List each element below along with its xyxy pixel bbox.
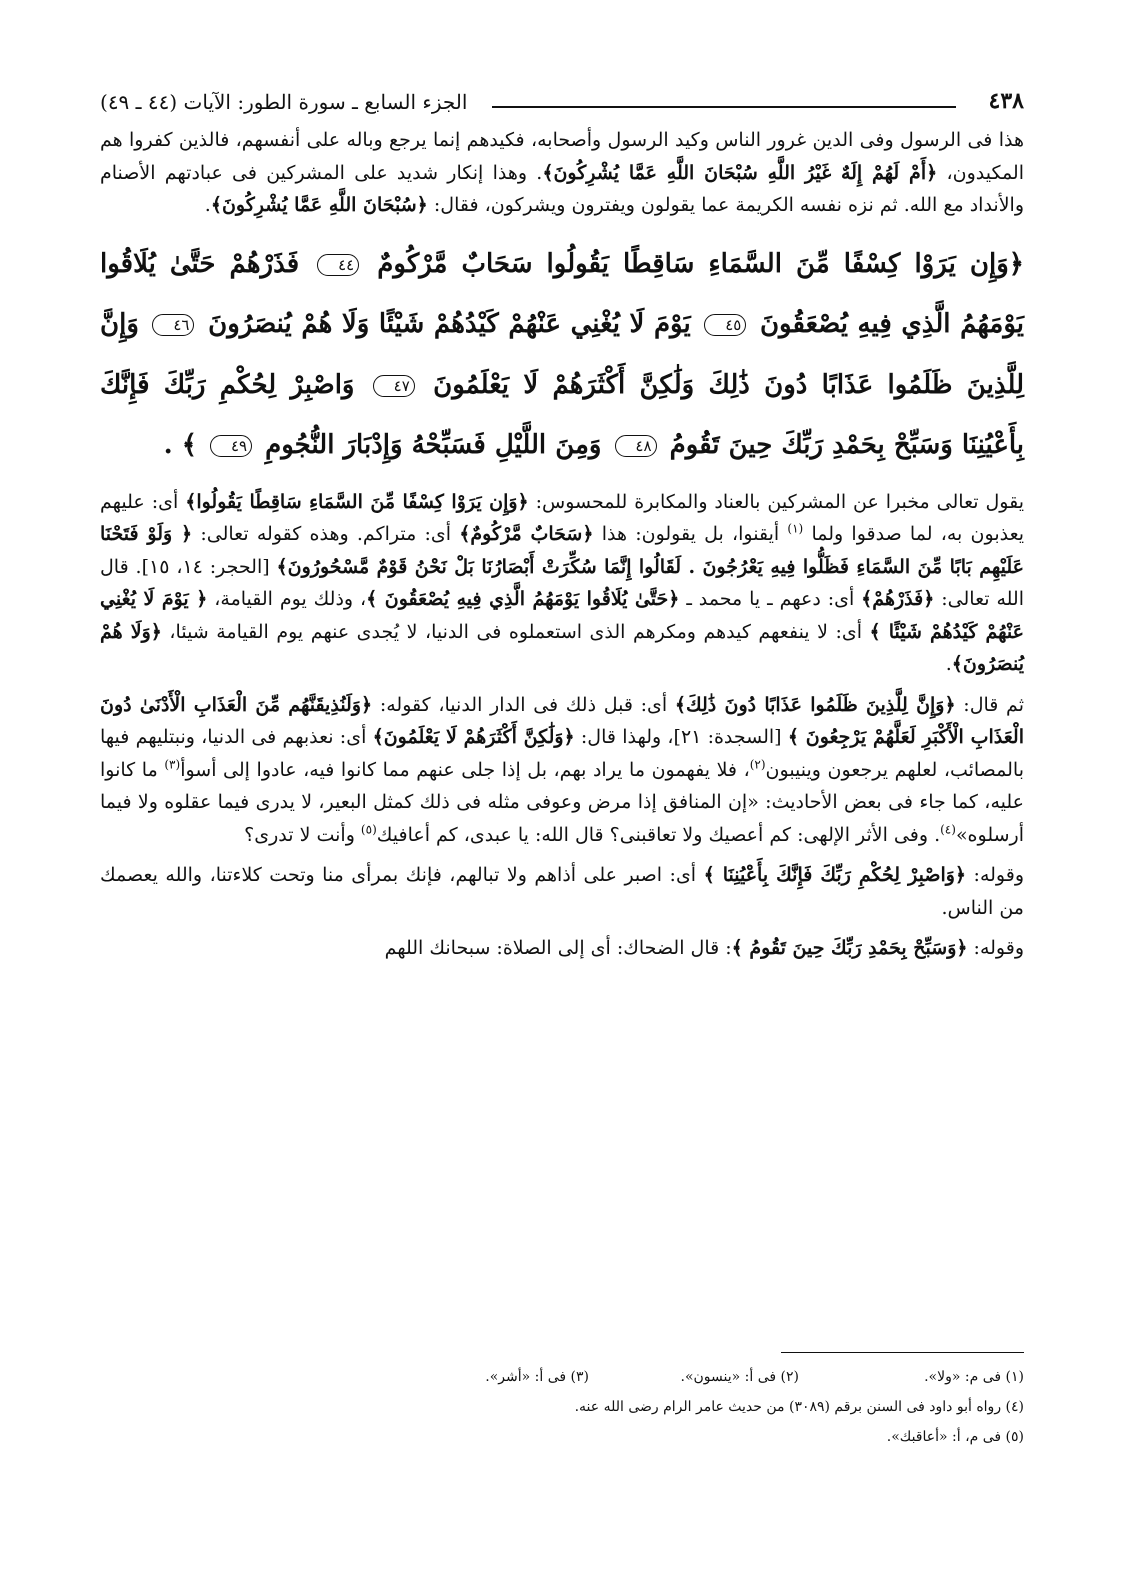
running-title: الجزء السابع ـ سورة الطور: الآيات (٤٤ ـ ٤٩) [100,90,468,114]
text: أى: نعذبهم فى الدنيا، ونبتليهم فيها بالمصائب، لعلهم يرجعون وينيبون [100,726,1025,781]
footnotes [100,1362,1024,1452]
text: أى: قبل ذلك فى الدار الدنيا، كقوله: [379,693,668,716]
quran-quote: ﴿وَإِنَّ لِلَّذِينَ ظَلَمُوا عَذَابًا دُونَ ذَٰلِكَ﴾ [674,693,956,716]
verse-number-48: ٤٨ [615,435,657,457]
quran-quote: ﴿وَلَا هُمْ يُنصَرُونَ﴾ [100,620,1024,675]
verse-48: وَاصْبِرْ لِحُكْمِ رَبِّكَ فَإِنَّكَ بِأَعْيُنِنَا وَسَبِّحْ بِحَمْدِ رَبِّكَ حِينَ تَقُومُ [100,369,1024,460]
quran-quote: ﴿حَتَّىٰ يُلَاقُوا يَوْمَهُمُ الَّذِي فِيهِ يُصْعَقُونَ ﴾ [366,588,680,610]
verse-44: ﴿وَإِن يَرَوْا كِسْفًا مِّنَ السَّمَاءِ سَاقِطًا يَقُولُوا سَحَابٌ مَّرْكُومٌ [377,248,1024,279]
text: أى: دعهم ـ يا محمد ـ [686,588,855,610]
verse-47: وَإِنَّ لِلَّذِينَ ظَلَمُوا عَذَابًا دُونَ ذَٰلِكَ وَلَٰكِنَّ أَكْثَرَهُمْ لَا يَعْلَمُونَ [100,309,1024,400]
quran-quote: ﴿أَمْ لَهُمْ إِلَهٌ غَيْرُ اللَّهِ سُبْحَانَ اللَّهِ عَمَّا يُشْرِكُونَ﴾ [542,161,938,184]
footnote-row [100,1362,1024,1392]
footnote-ref-1[interactable]: (١) [787,521,804,536]
document-page [100,88,1024,973]
verse-number-49: ٤٩ [210,435,252,457]
verse-number-46: ٤٦ [152,314,194,336]
footnote-ref-4[interactable]: (٤) [940,822,956,837]
footnote-ref-5[interactable]: (٥) [360,822,377,837]
text: أى: اصبر على أذاهم ولا تبالهم، فإنك بمرأى منا وتحت كلاءتنا، والله يعصمك من الناس. [100,864,1024,919]
text: . وهذا إنكار شديد على المشركين فى عبادتهم الأصنام والأنداد مع الله. ثم نزه نفسه الكريمة عما يقولون ويفترون ويشركون، فقال: [100,161,1024,216]
paragraph-intro [100,124,1024,222]
quran-quote: ﴿وَإِن يَرَوْا كِسْفًا مِّنَ السَّمَاءِ سَاقِطًا يَقُولُوا﴾ [185,490,529,513]
text: [الحجر: ١٤، ١٥]. قال الله تعالى: [100,555,1024,610]
text: ، فلا يفهمون ما يراد بهم، بل إذا جلى عنهم مما كانوا فيه، عادوا إلى أسوأ [180,758,750,781]
verse-end: ﴾ . [163,430,198,460]
verse-49: وَمِنَ اللَّيْلِ فَسَبِّحْهُ وَإِدْبَارَ النُّجُومِ [265,430,602,460]
quran-quote: ﴿ وَلَوْ فَتَحْنَا عَلَيْهِم بَابًا مِّنَ السَّمَاءِ فَظَلُّوا فِيهِ يَعْرُجُونَ . لَقَالُوا إِنَّمَا سُكِّرَتْ أَبْصَارُنَا بَلْ نَحْنُ قَوْمٌ مَّسْحُورُونَ﴾ [100,523,1025,578]
text: : قال الضحاك: أى إلى الصلاة: سبحانك اللهم [384,937,732,959]
running-header [100,88,1024,124]
quran-quote: ﴿وَاصْبِرْ لِحُكْمِ رَبِّكَ فَإِنَّكَ بِأَعْيُنِنَا ﴾ [703,864,967,886]
text: أى: متراكم. وهذه كقوله تعالى: [200,523,452,545]
footnote-2: (٢) فى أ: «ينسون». [680,1369,799,1385]
text: . وفى الأثر الإلهى: كم أعصيك ولا تعاقبنى؟ قال الله: يا عبدى، كم أعافيك [376,823,941,846]
text: يقول تعالى مخبرا عن المشركين بالعناد والمكابرة للمحسوس: [535,490,1024,513]
text: وقوله: [973,937,1024,959]
text: هذا فى الرسول وفى الدين غرور الناس وكيد الرسول وأصحابه، فكيدهم إنما يرجع وباله على أنفسهم، فالذين كفروا هم المكيدون، [100,129,1024,184]
quran-quote: ﴿فَذَرْهُمْ﴾ [861,588,935,610]
footnote-5: (٥) فى م، أ: «أعاقبك». [886,1429,1024,1445]
paragraph-commentary-4 [100,932,1024,965]
quran-quote: ﴿وَلَنُذِيقَنَّهُم مِّنَ الْعَذَابِ الْأَدْنَىٰ دُونَ الْعَذَابِ الْأَكْبَرِ لَعَلَّهُمْ يَرْجِعُونَ ﴾ [100,693,1024,748]
text: أى: عليهم يعذبون به، لما صدقوا ولما [100,490,1025,545]
paragraph-commentary-3 [100,859,1024,924]
paragraph-commentary-1 [100,486,1024,681]
quran-quote: ﴿وَلَٰكِنَّ أَكْثَرَهُمْ لَا يَعْلَمُونَ﴾ [372,726,575,748]
verses-block [100,234,1024,476]
verse-number-44: ٤٤ [317,254,359,276]
text: . [204,194,211,216]
footnote-4: (٤) رواه أبو داود فى السنن برقم (٣٠٨٩) من حديث عامر الرام رضى الله عنه. [574,1399,1024,1415]
verse-number-45: ٤٥ [704,314,746,336]
text: ، وذلك يوم القيامة، [214,588,367,610]
text: . [945,653,952,675]
footnote-3: (٣) فى أ: «أشر». [485,1369,589,1385]
text: وقوله: [973,864,1024,886]
footnote-ref-3[interactable]: (٣) [164,757,181,772]
footnote-ref-2[interactable]: (٢) [749,757,766,772]
text: أى: لا ينفعهم كيدهم ومكرهم الذى استعملوه فى الدنيا، لا يُجدى عنهم يوم القيامة شيئا، [169,620,862,643]
text: وأنت لا تدرى؟ [244,823,355,846]
text: أيقنوا، بل يقولون: هذا [601,523,780,545]
verse-45: فَذَرْهُمْ حَتَّىٰ يُلَاقُوا يَوْمَهُمُ الَّذِي فِيهِ يُصْعَقُونَ [100,248,1024,339]
footnote-separator [781,1352,1024,1353]
header-rule [492,106,956,108]
text: [السجدة: ٢١]، ولهذا قال: [580,726,782,748]
quran-quote: ﴿وَسَبِّحْ بِحَمْدِ رَبِّكَ حِينَ تَقُومُ ﴾ [731,937,968,959]
page-number: ٤٣٨ [988,88,1024,114]
paragraph-commentary-2 [100,689,1024,852]
quran-quote: ﴿ يَوْمَ لَا يُغْنِي عَنْهُمْ كَيْدُهُمْ شَيْئًا ﴾ [100,588,1024,643]
text: ما كانوا عليه، كما جاء فى بعض الأحاديث: «إن المنافق إذا مرض وعوفى مثله فى ذلك كمثل البعير، لا يدرى فيما عقلوه ولا فيما أرسلوه» [100,758,1024,846]
verse-number-47: ٤٧ [373,375,415,397]
quran-quote: ﴿سُبْحَانَ اللَّهِ عَمَّا يُشْرِكُونَ﴾ [210,194,428,216]
text: ثم قال: [963,693,1024,716]
footnote-1: (١) فى م: «ولا». [924,1369,1024,1385]
quran-quote: ﴿سَحَابٌ مَّرْكُومٌ﴾ [459,523,594,545]
verse-46: يَوْمَ لَا يُغْنِي عَنْهُمْ كَيْدُهُمْ شَيْئًا وَلَا هُمْ يُنصَرُونَ [208,309,691,339]
